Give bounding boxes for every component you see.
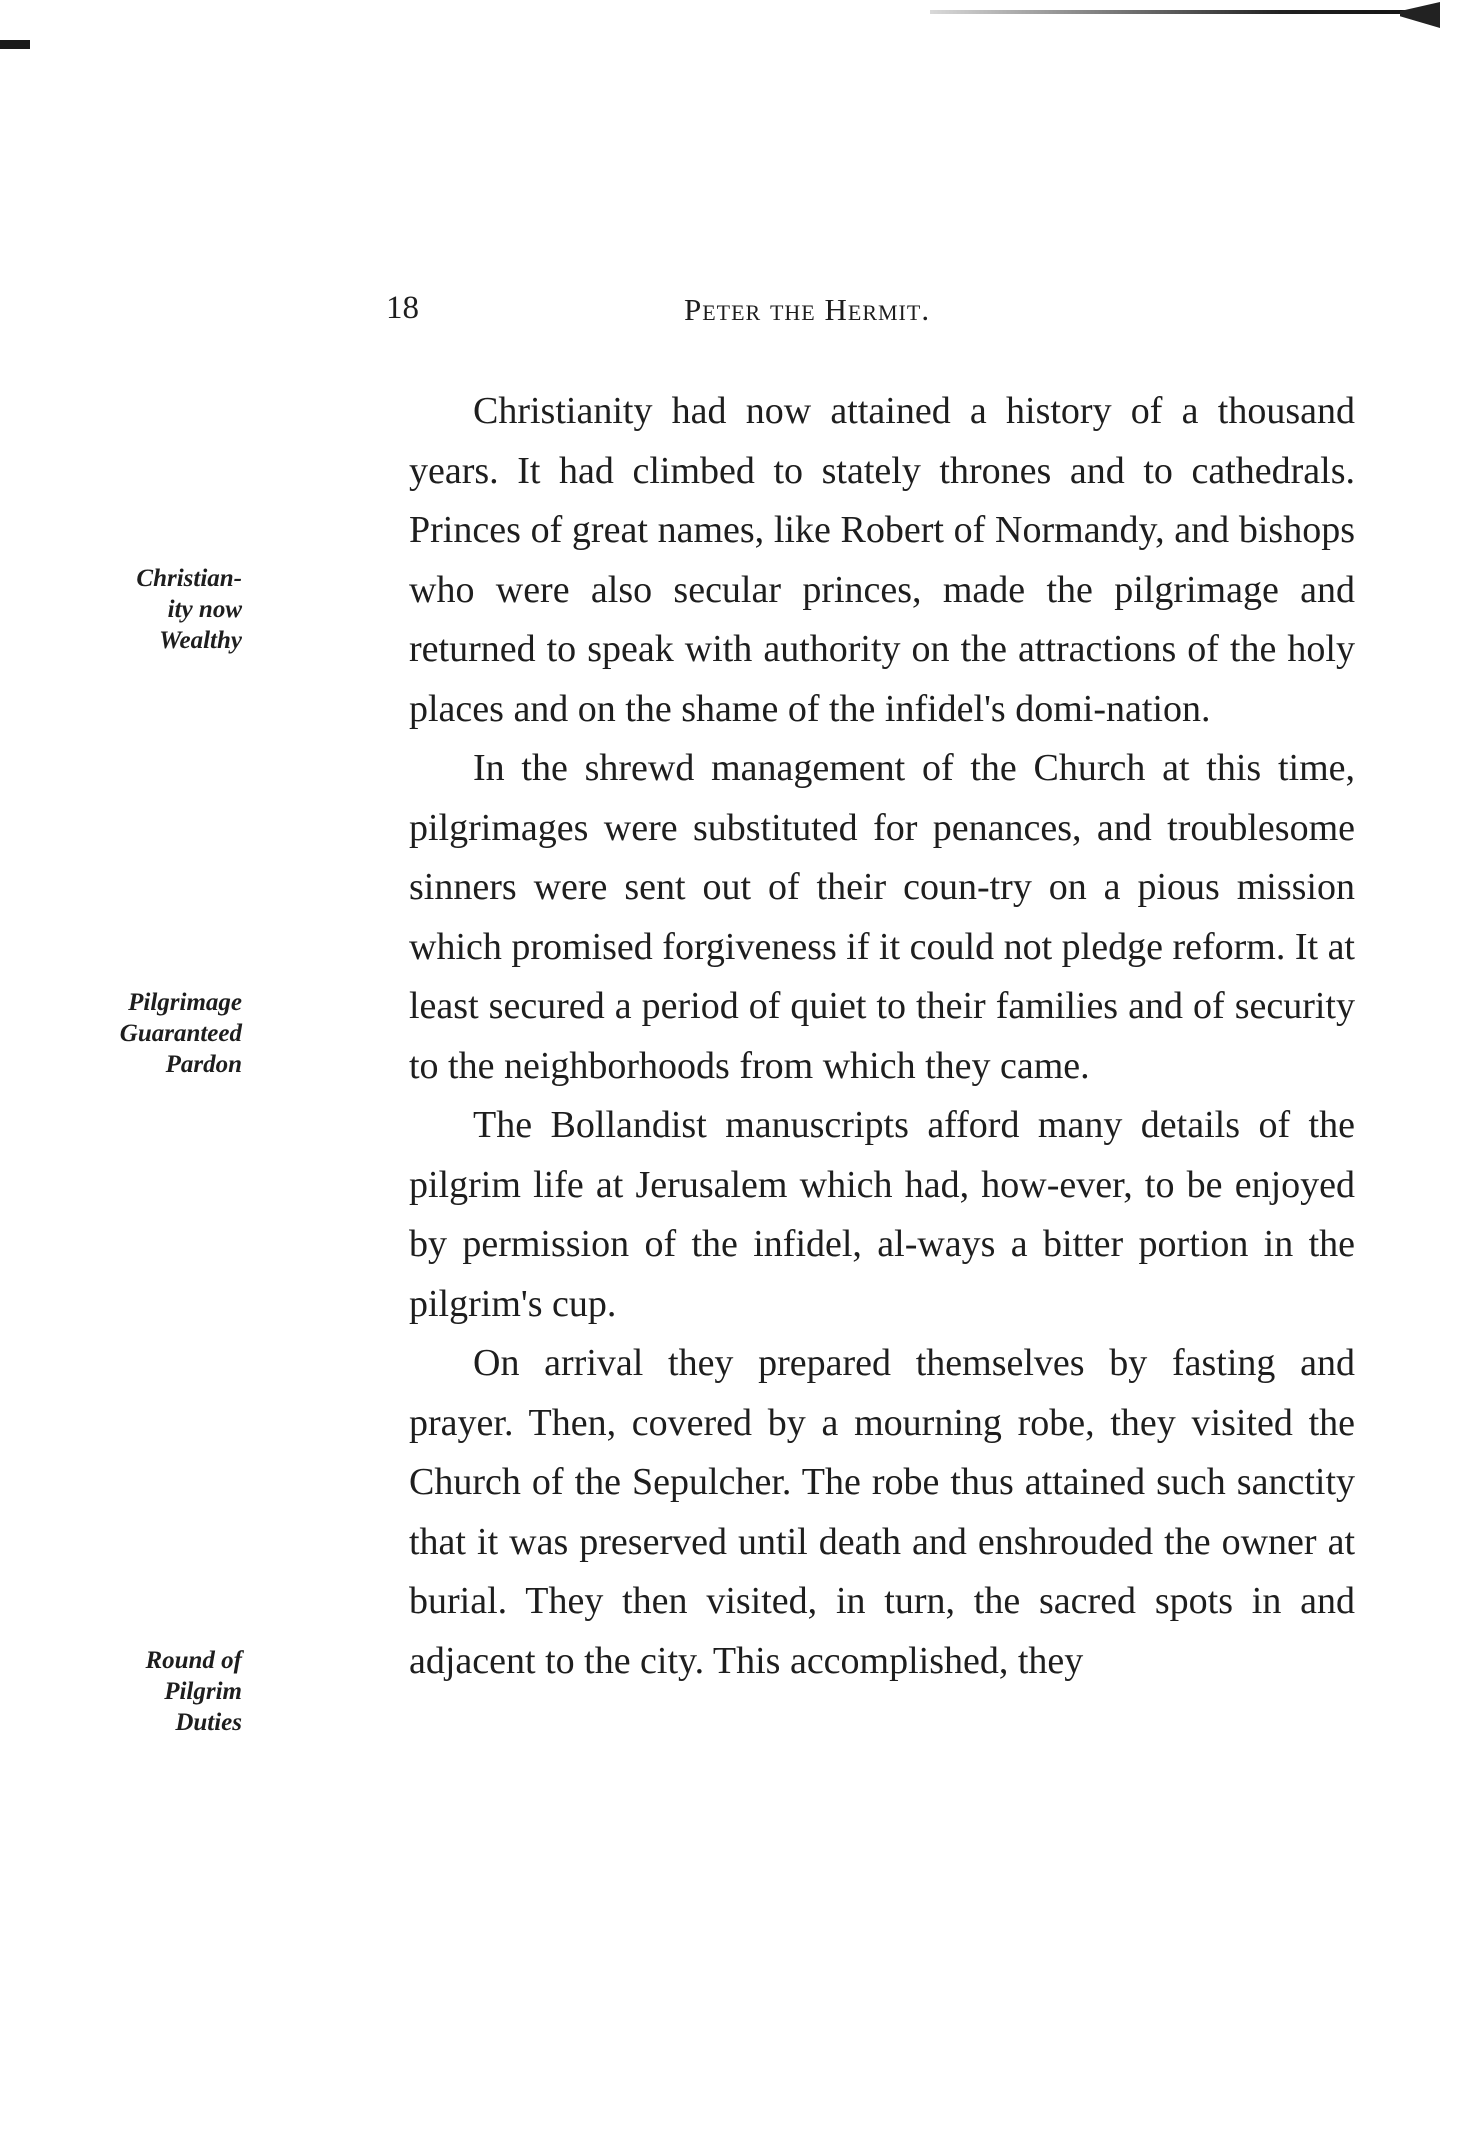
sidenote-christianity-wealthy xyxy=(52,563,242,656)
paragraph: In the shrewd management of the Church at this time, pilgrimages were substituted for penances, and troublesome sinners were sent out of their coun-try on a pious mission which promised forgiveness if it could not pledge reform. It at least secured a period of quiet to their families and of security to the neighborhoods from which they came. xyxy=(409,747,1355,1087)
paragraph: Christianity had now attained a history of a thousand years. It had climbed to stately thrones and to cathedrals. Princes of great names, like Robert of Normandy, and bishops who were also secular princes, made the pilgrimage and returned to speak with authority on the attractions of the holy places and on the shame of the infidel's domi-nation. xyxy=(409,390,1355,730)
sidenote-line: Guaranteed xyxy=(119,1020,242,1047)
sidenote-pilgrim-duties xyxy=(52,1645,242,1738)
paragraph: The Bollandist manuscripts afford many details of the pilgrim life at Jerusalem which had, how-ever, to be enjoyed by permission of the infidel, al-ways a bitter portion in the pilgrim's cup. xyxy=(409,1104,1355,1325)
body-text xyxy=(409,382,1355,1691)
scan-edge-rule xyxy=(930,10,1430,14)
sidenote-line: Pardon xyxy=(165,1051,242,1078)
paragraph: On arrival they prepared themselves by fasting and prayer. Then, covered by a mourning robe, they visited the Church of the Sepulcher. The robe thus attained such sanctity that it was preserved until death and enshrouded the owner at burial. They then visited, in turn, the sacred spots in and adjacent to the city. This accomplished, they xyxy=(409,1342,1355,1682)
scan-edge-rule-end xyxy=(1400,2,1440,28)
page-number: 18 xyxy=(386,290,419,326)
sidenote-line: ity now xyxy=(167,596,242,623)
sidenote-pilgrimage-pardon xyxy=(52,987,242,1080)
sidenote-line: Pilgrim xyxy=(164,1678,242,1705)
sidenote-line: Duties xyxy=(175,1709,242,1736)
scan-edge-mark xyxy=(0,40,30,49)
running-title: Peter the Hermit. xyxy=(684,292,931,327)
sidenote-line: Round of xyxy=(145,1647,242,1674)
sidenote-line: Christian- xyxy=(136,565,242,592)
running-head xyxy=(0,290,1481,340)
sidenote-line: Pilgrimage xyxy=(128,989,242,1016)
sidenote-line: Wealthy xyxy=(159,627,242,654)
